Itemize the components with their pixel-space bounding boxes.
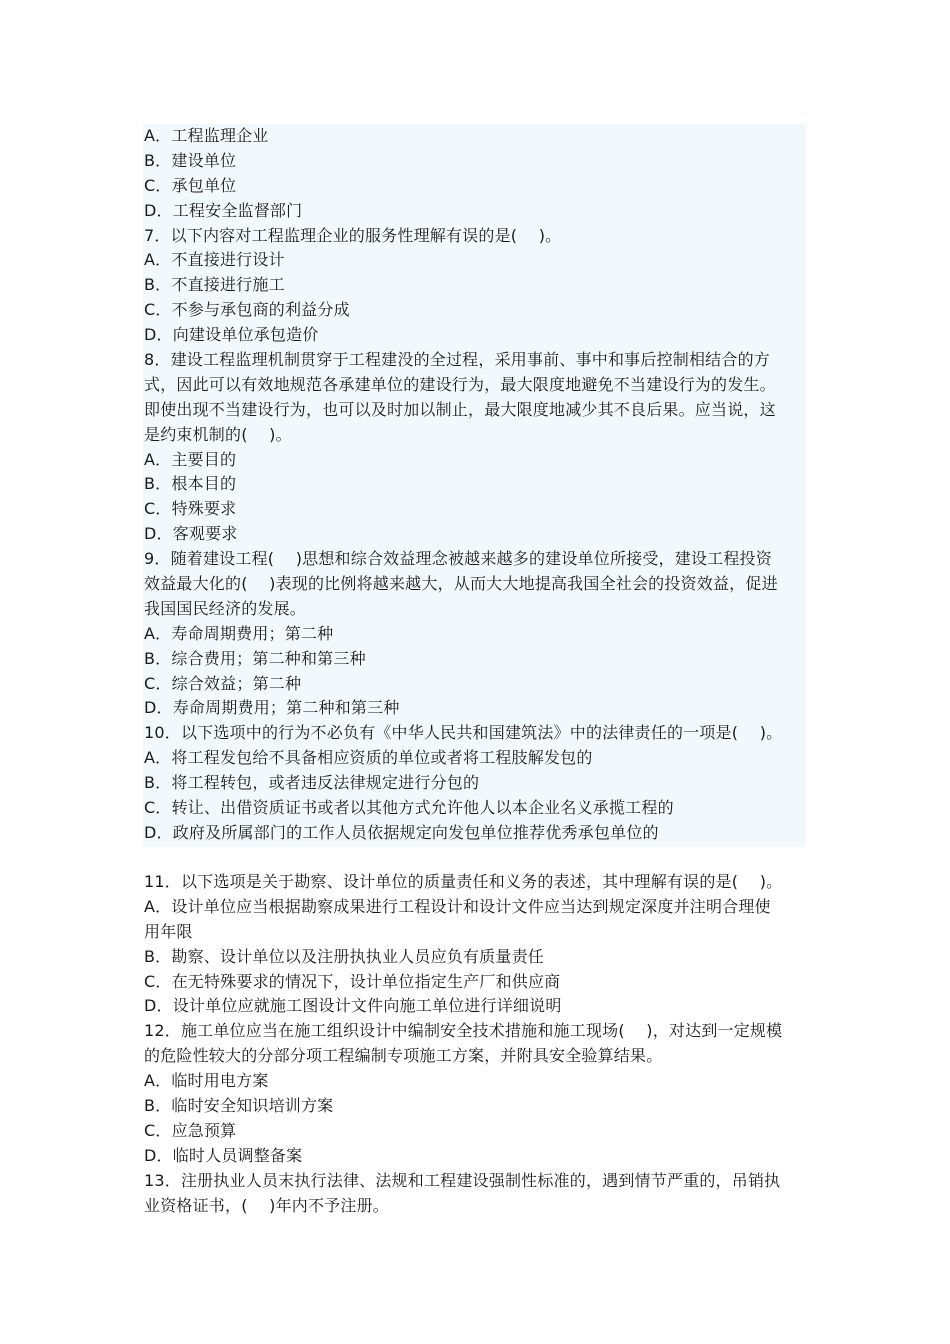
- question-9: 9．随着建设工程( )思想和综合效益理念被越来越多的建设单位所接受，建设工程投资: [144, 549, 772, 569]
- question-13: 13．注册执业人员末执行法律、法规和工程建设强制性标准的，遇到情节严重的，吊销执: [144, 1170, 781, 1190]
- text-line: 用年限: [144, 921, 193, 941]
- text-line: D．设计单位应就施工图设计文件向施工单位进行详细说明: [144, 996, 562, 1016]
- text-line: C．不参与承包商的利益分成: [144, 300, 350, 320]
- text-line: B．建设单位: [144, 150, 237, 170]
- question-12: 12．施工单位应当在施工组织设计中编制安全技术措施和施工现场( )，对达到一定规模: [144, 1021, 783, 1041]
- text-line: A．工程监理企业: [144, 126, 269, 145]
- text-line: C．转让、出借资质证书或者以其他方式允许他人以本企业名义承揽工程的: [144, 798, 674, 818]
- text-line: A．设计单位应当根据勘察成果进行工程设计和设计文件应当达到规定深度并注明合理使: [144, 896, 771, 916]
- text-line: D．临时人员调整备案: [144, 1145, 303, 1165]
- text-line: B．不直接进行施工: [144, 275, 285, 295]
- text-line: 即使出现不当建设行为，也可以及时加以制止，最大限度地减少其不良后果。应当说，这: [144, 399, 776, 419]
- text-line: B．将工程转包，或者违反法律规定进行分包的: [144, 773, 480, 793]
- text-line: D．寿命周期费用；第二种和第三种: [144, 698, 400, 718]
- question-11: 11．以下选项是关于勘察、设计单位的质量责任和义务的表述，其中理解有误的是( )。: [144, 872, 783, 891]
- text-line: C．特殊要求: [144, 499, 237, 519]
- question-block-2: [144, 870, 808, 1218]
- text-line: D．政府及所属部门的工作人员依据规定向发包单位推荐优秀承包单位的: [144, 822, 659, 842]
- text-line: A．主要目的: [144, 449, 237, 469]
- text-line: 业资格证书，( )年内不予注册。: [144, 1195, 389, 1215]
- text-line: D．向建设单位承包造价: [144, 325, 319, 345]
- text-line: A．将工程发包给不具备相应资质的单位或者将工程肢解发包的: [144, 748, 593, 768]
- text-line: B．综合费用；第二种和第三种: [144, 648, 366, 668]
- question-7: 7．以下内容对工程监理企业的服务性理解有误的是( )。: [144, 225, 562, 245]
- question-10: 10．以下选项中的行为不必负有《中华人民共和国建筑法》中的法律责任的一项是( )。: [144, 723, 783, 743]
- text-line: B．根本目的: [144, 474, 237, 494]
- text-line: C．应急预算: [144, 1120, 237, 1140]
- text-line: C．承包单位: [144, 175, 237, 195]
- question-block-1: [144, 124, 808, 846]
- text-line: 是约束机制的( )。: [144, 424, 292, 444]
- text-line: A．不直接进行设计: [144, 250, 285, 270]
- text-line: C．在无特殊要求的情况下，设计单位指定生产厂和供应商: [144, 971, 561, 991]
- text-line: A．临时用电方案: [144, 1071, 269, 1091]
- text-line: 式，因此可以有效地规范各承建单位的建设行为，最大限度地避免不当建设行为的发生。: [144, 374, 776, 394]
- text-line: B．临时安全知识培训方案: [144, 1096, 334, 1116]
- text-line: 的危险性较大的分部分项工程编制专项施工方案，并附具安全验算结果。: [144, 1046, 663, 1066]
- text-line: C．综合效益；第二种: [144, 673, 302, 693]
- text-line: 效益最大化的( )表现的比例将越来越大，从而大大地提高我国全社会的投资效益，促进: [144, 574, 778, 594]
- text-line: A．寿命周期费用；第二种: [144, 623, 334, 643]
- text-line: D．客观要求: [144, 524, 238, 544]
- text-line: B．勘察、设计单位以及注册执执业人员应负有质量责任: [144, 946, 544, 966]
- text-line: 我国国民经济的发展。: [144, 598, 307, 618]
- question-8: 8．建设工程监理机制贯穿于工程建没的全过程，采用事前、事中和事后控制相结合的方: [144, 350, 770, 370]
- text-line: D．工程安全监督部门: [144, 200, 303, 220]
